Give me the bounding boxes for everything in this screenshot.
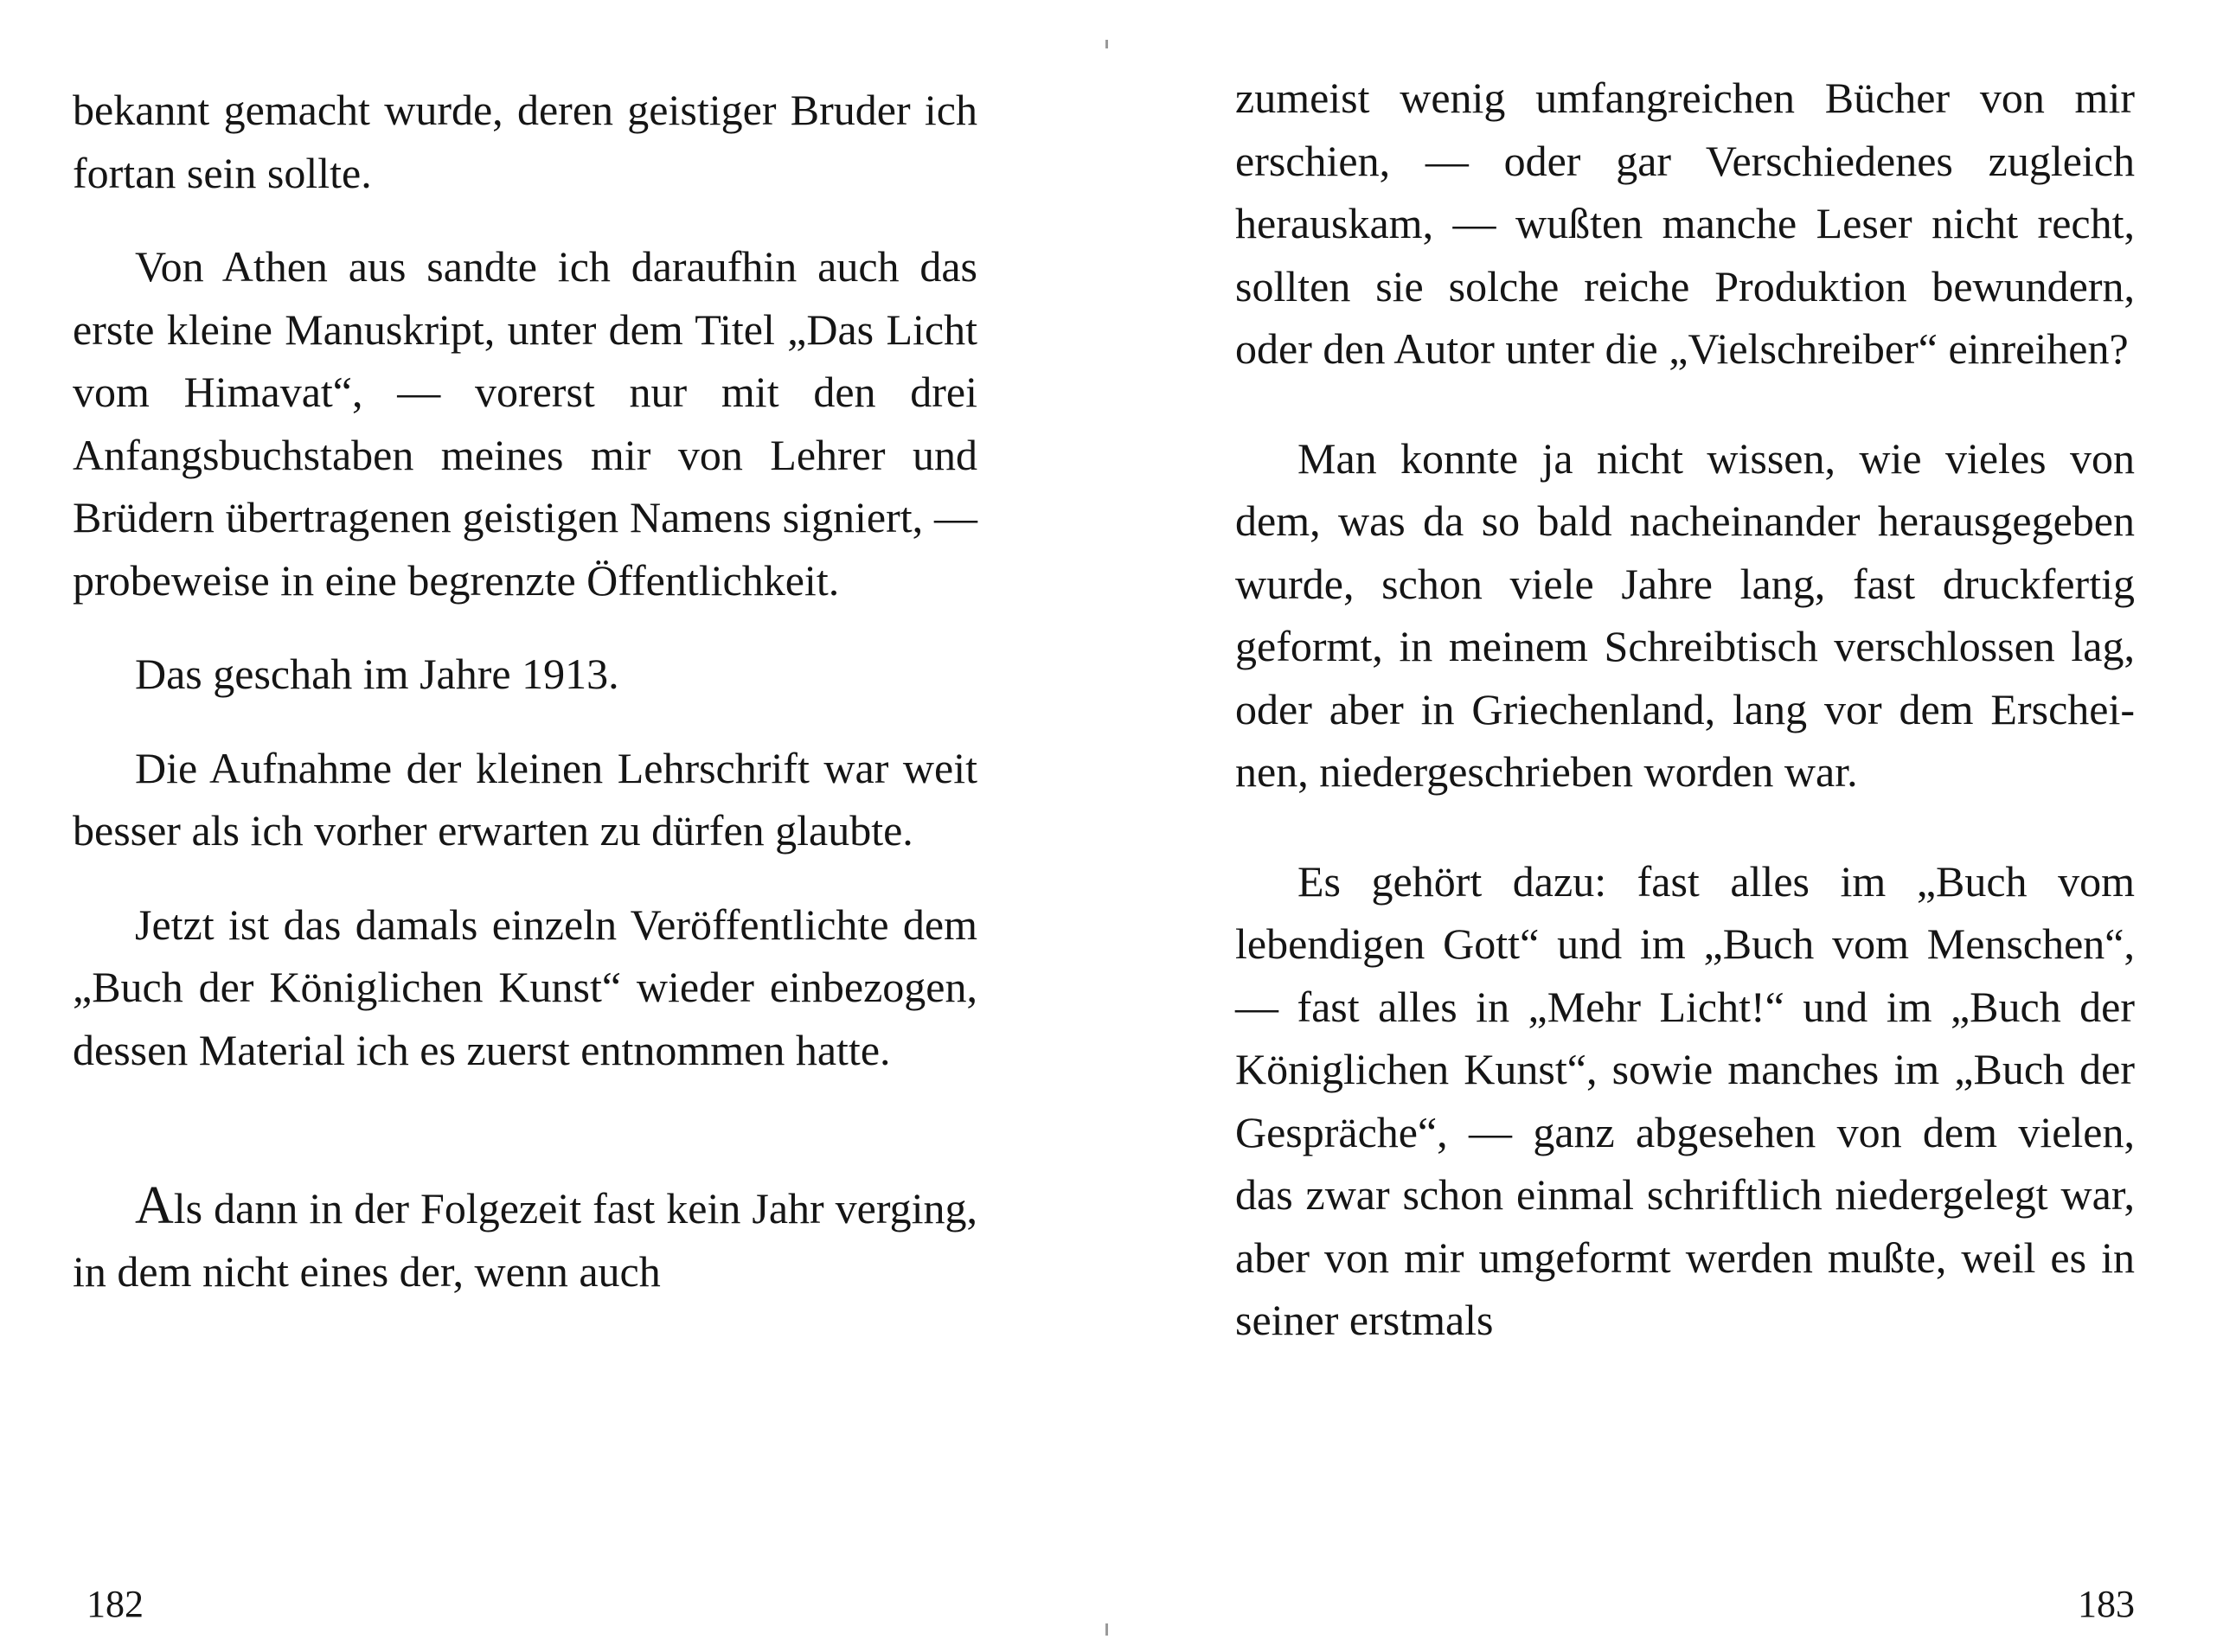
left-paragraph-6 — [73, 1175, 977, 1303]
right-paragraph-3: Es gehört dazu: fast alles im „Buch vom lebendigen Gott“ und im „Buch vom Menschen“, — fast alles in „Mehr Licht!“ und im „Buch der Königlichen Kunst“, sowie manches im „Buch der Gespräche“, — ganz abgesehen von dem vielen, das zwar schon einmal schriftlich niedergelegt war, aber von mir umgeformt werden mußte, weil es in seiner erstmals — [1235, 856, 2135, 1344]
left-paragraph-2: Von Athen aus sandte ich daraufhin auch das erste kleine Manuskript, unter dem Titel „Das Licht vom Himavat“, — vorerst nur mit den drei Anfangsbuchstaben meines mir von Lehrer und Brüdern übertragenen geistigen Namens signiert, — probeweise in eine begrenzte Öffentlichkeit. — [73, 242, 977, 605]
left-paragraph-5: Jetzt ist das damals einzeln Veröffentlichte dem „Buch der Königlichen Kunst“ wieder einbezogen, dessen Material ich es zuerst entnommen hatte. — [73, 900, 977, 1074]
page-number-left: 182 — [86, 1583, 144, 1625]
right-paragraph-1: zumeist wenig umfangreichen Bücher von mir erschien, — oder gar Verschiedenes zugleich herauskam, — wußten manche Leser nicht recht, sollten sie solche reiche Produktion bewundern, oder den Autor unter die „Vielschreiber“ einreihen? — [1235, 74, 2135, 373]
right-page-text — [1235, 67, 2135, 1352]
left-paragraph-1: bekannt gemacht wurde, deren geistiger Bruder ich fortan sein sollte. — [73, 86, 977, 197]
left-paragraph-3: Das geschah im Jahre 1913. — [135, 650, 619, 698]
left-paragraph-6-text: ls dann in der Folgezeit fast kein Jahr verging, in dem nicht eines der, wenn auch — [73, 1184, 977, 1296]
right-page — [1073, 0, 2223, 1652]
left-paragraph-4: Die Aufnahme der kleinen Lehrschrift war weit besser als ich vorher erwarten zu dürfen glaubte. — [73, 743, 977, 855]
left-page-text — [73, 79, 977, 1303]
right-paragraph-2: Man konnte ja nicht wissen, wie vieles von dem, was da so bald nacheinander herausgegeben wurde, schon viele Jahre lang, fast druckfertig geformt, in meinem Schreibtisch verschlossen lag, oder aber in Griechenland, lang vor dem Erscheinen, niedergeschrieben worden war. — [1235, 433, 2135, 796]
page-number-right: 183 — [2078, 1583, 2135, 1625]
left-page — [0, 0, 1073, 1652]
initial-letter: A — [135, 1176, 174, 1235]
